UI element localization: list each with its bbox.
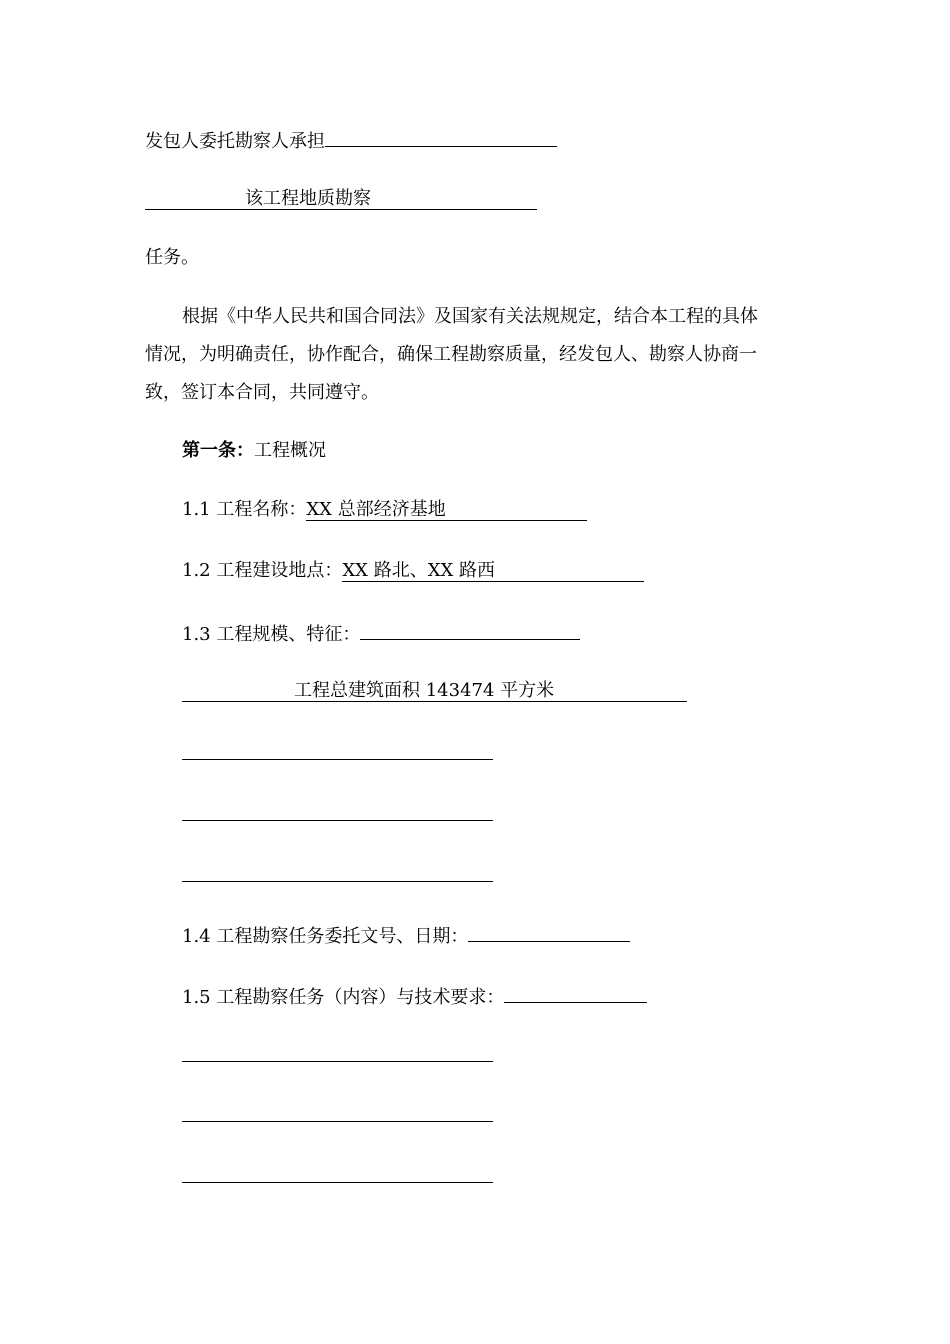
- project-location-field[interactable]: [342, 559, 644, 582]
- blank-line[interactable]: [182, 820, 493, 821]
- blank-line[interactable]: [182, 1061, 493, 1062]
- blank-line[interactable]: [182, 759, 493, 760]
- intro-text-1: 发包人委托勘察人承担: [145, 131, 325, 152]
- item-1-4-label: 1.4 工程勘察任务委托文号、日期：: [182, 926, 469, 947]
- article-1-number: 第一条：: [182, 440, 254, 461]
- task-description-value: 该工程地质勘察: [245, 188, 371, 209]
- item-1-4: [182, 921, 630, 945]
- paragraph-line-2: 情况，为明确责任，协作配合，确保工程勘察质量，经发包人、勘察人协商一: [145, 344, 757, 365]
- item-1-1: [182, 498, 587, 522]
- intro-line-1: [145, 126, 557, 150]
- item-1-1-label: 1.1 工程名称：: [182, 499, 307, 520]
- task-requirements-field[interactable]: [504, 982, 647, 1003]
- project-location-value: XX 路北、XX 路西: [342, 560, 496, 581]
- project-scale-field[interactable]: [360, 619, 580, 640]
- intro-line-3: 任务。: [145, 247, 199, 268]
- blank-line[interactable]: [182, 1182, 493, 1183]
- item-1-3-label: 1.3 工程规模、特征：: [182, 624, 361, 645]
- project-scale-value-line: [182, 679, 687, 703]
- item-1-2: [182, 559, 644, 583]
- item-1-5: [182, 982, 647, 1006]
- task-description-field[interactable]: [145, 187, 537, 210]
- blank-field-contractor-task[interactable]: [325, 126, 557, 147]
- commission-doc-date-field[interactable]: [468, 921, 630, 942]
- item-1-3: [182, 619, 580, 643]
- paragraph-line-1: 根据《中华人民共和国合同法》及国家有关法规规定，结合本工程的具体: [182, 306, 758, 327]
- blank-line[interactable]: [182, 1121, 493, 1122]
- item-1-5-label: 1.5 工程勘察任务（内容）与技术要求：: [182, 987, 505, 1008]
- project-scale-value-field[interactable]: [182, 679, 687, 702]
- blank-line[interactable]: [182, 881, 493, 882]
- article-1-title: 工程概况: [254, 440, 326, 461]
- paragraph-line-3: 致，签订本合同，共同遵守。: [145, 382, 379, 403]
- project-name-value: XX 总部经济基地: [306, 499, 446, 520]
- item-1-2-label: 1.2 工程建设地点：: [182, 560, 343, 581]
- intro-line-2: [145, 187, 537, 211]
- article-1-heading: [182, 439, 326, 463]
- project-name-field[interactable]: [306, 498, 587, 521]
- project-scale-value: 工程总建筑面积 143474 平方米: [294, 680, 555, 701]
